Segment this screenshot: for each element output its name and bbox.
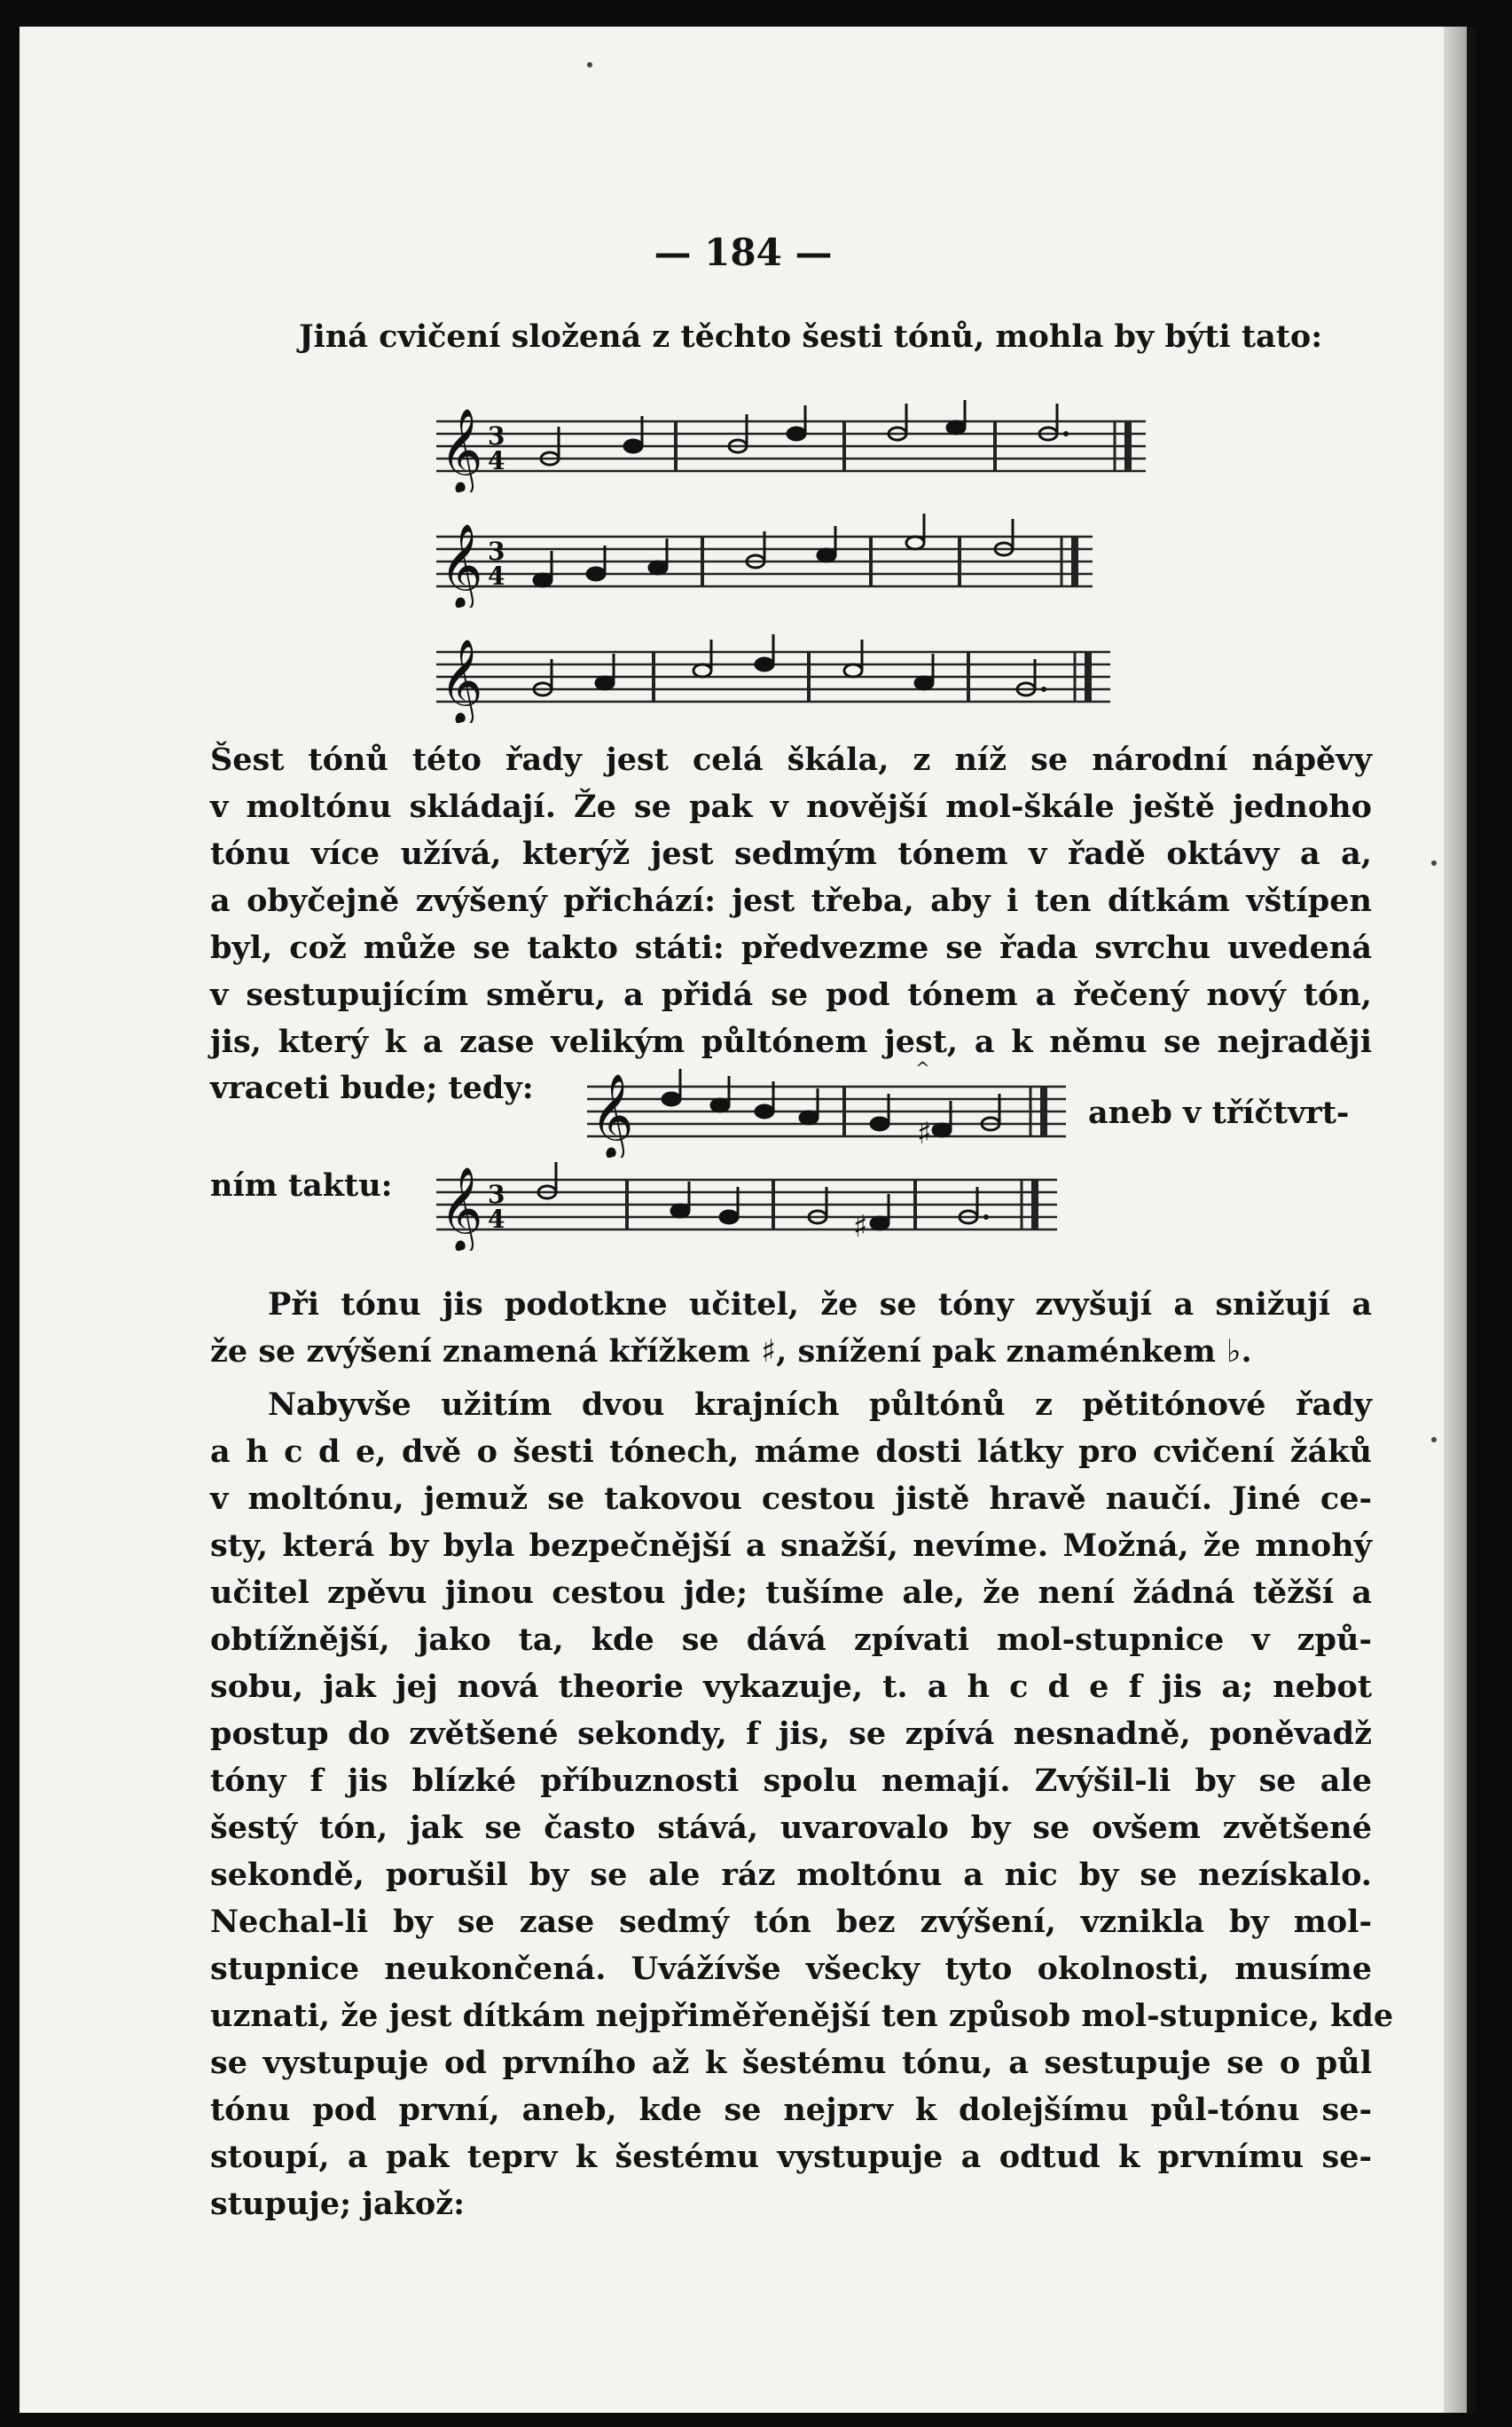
text-line: stoupí, a pak teprv k šestému vystupuje a odtud k prvnímu se-: [210, 2139, 1372, 2175]
text-line: a h c d e, dvě o šesti tónech, máme dosti látky pro cvičení žáků: [210, 1433, 1372, 1470]
paragraph-2: [210, 1281, 1372, 1375]
music-staff-inline-1: [587, 1060, 1084, 1158]
text-line: Nabyvše užitím dvou krajních půltónů z pětitónové řady: [268, 1386, 1372, 1423]
svg-text:4: 4: [488, 562, 505, 591]
text-line: byl, což může se takto státi: předvezme se řada svrchu uvedená: [210, 930, 1372, 966]
svg-text:3: 3: [488, 537, 505, 566]
text-line: obtížnější, jako ta, kde se dává zpívati mol-stupnice v způ-: [210, 1622, 1372, 1658]
sharp-icon: ♯: [917, 1116, 932, 1151]
page-fold-shadow: [1444, 27, 1467, 2413]
treble-clef-icon: 𝄞: [440, 408, 483, 492]
text-line: postup do zvětšené sekondy, f jis, se zpívá nesnadně, poněvadž: [210, 1716, 1372, 1752]
text-line: tónu pod první, aneb, kde se nejprv k dolejšímu půl-tónu se-: [210, 2092, 1372, 2128]
text-line: jis, který k a zase velikým půltónem jest, a k němu se nejraději: [210, 1024, 1372, 1060]
text-line-aneb: aneb v tříčtvrt-: [1088, 1095, 1350, 1131]
text-line: uznati, že jest dítkám nejpřiměřenější ten způsob mol-stupnice, kde: [210, 1998, 1394, 2034]
text-line: v sestupujícím směru, a přidá se pod tónem a řečený nový tón,: [210, 977, 1372, 1013]
text-line: tónu více užívá, kterýž jest sedmým tónem v řadě oktávy a a,: [210, 836, 1372, 872]
paper-speck: [1431, 1437, 1437, 1442]
svg-text:4: 4: [488, 1205, 505, 1234]
text-line: Nechal-li by se zase sedmý tón bez zvýšení, vznikla by mol-: [210, 1904, 1372, 1940]
paper-speck: [1431, 860, 1437, 866]
music-staff-2: [436, 510, 1163, 608]
text-line: v moltónu, jemuž se takovou cestou jistě hravě naučí. Jiné ce-: [210, 1481, 1372, 1517]
svg-text:𝄞: 𝄞: [440, 523, 483, 608]
page-number: — 184 —: [654, 231, 833, 274]
text-line: sty, která by byla bezpečnější a snažší, nevíme. Možná, že mnohý: [210, 1528, 1372, 1564]
text-line: v moltónu skládají. Že se pak v novější mol-škále ještě jednoho: [210, 789, 1372, 825]
svg-text:𝄞: 𝄞: [591, 1073, 634, 1158]
text-line: šestý tón, jak se často stává, uvarovalo by se ovšem zvětšené: [210, 1810, 1372, 1846]
intro-text: Jiná cvičení složená z těchto šesti tónů, mohla by býti tato:: [299, 318, 1323, 355]
book-page: [20, 27, 1476, 2413]
paragraph-1: [210, 736, 1372, 1065]
text-line: se vystupuje od prvního až k šestému tónu, a sestupuje se o půl: [210, 2045, 1372, 2081]
paper-speck: [587, 62, 592, 67]
music-staff-3: [436, 625, 1163, 723]
text-line: učitel zpěvu jinou cestou jde; tušíme ale, že není žádná těžší a: [210, 1575, 1372, 1611]
music-staff-inline-2: [436, 1153, 1075, 1251]
text-line: stupuje; jakož:: [210, 2186, 466, 2222]
text-line: Při tónu jis podotkne učitel, že se tóny zvyšují a snižují a: [268, 1286, 1372, 1323]
text-line: tóny f jis blízké příbuznosti spolu nemají. Zvýšil-li by se ale: [210, 1763, 1372, 1799]
text-line-taktu: ním taktu:: [210, 1167, 393, 1204]
text-line: že se zvýšení znamená křížkem ♯, snížení pak znaménkem ♭.: [210, 1333, 1252, 1370]
svg-text:♯: ♯: [853, 1209, 868, 1245]
svg-text:𝄞: 𝄞: [440, 639, 483, 723]
text-line: sekondě, porušil by se ale ráz moltónu a nic by se nezískalo.: [210, 1857, 1372, 1893]
music-staff-1: [436, 395, 1163, 492]
text-line: sobu, jak jej nová theorie vykazuje, t. a h c d e f jis a; nebot: [210, 1669, 1372, 1705]
svg-text:4: 4: [488, 446, 505, 475]
text-line-tedy: vraceti bude; tedy:: [210, 1070, 534, 1106]
svg-text:3: 3: [488, 1180, 505, 1209]
text-line: a obyčejně zvýšený přichází: jest třeba, aby i ten dítkám vštípen: [210, 883, 1372, 919]
svg-text:3: 3: [488, 421, 505, 451]
paragraph-3: [210, 1381, 1394, 2227]
text-line: stupnice neukončená. Uvážívše všecky tyto okolnosti, musíme: [210, 1951, 1372, 1987]
svg-text:𝄞: 𝄞: [440, 1166, 483, 1251]
svg-text:^: ^: [915, 1060, 930, 1079]
text-line: Šest tónů této řady jest celá škála, z níž se národní nápěvy: [210, 742, 1372, 778]
